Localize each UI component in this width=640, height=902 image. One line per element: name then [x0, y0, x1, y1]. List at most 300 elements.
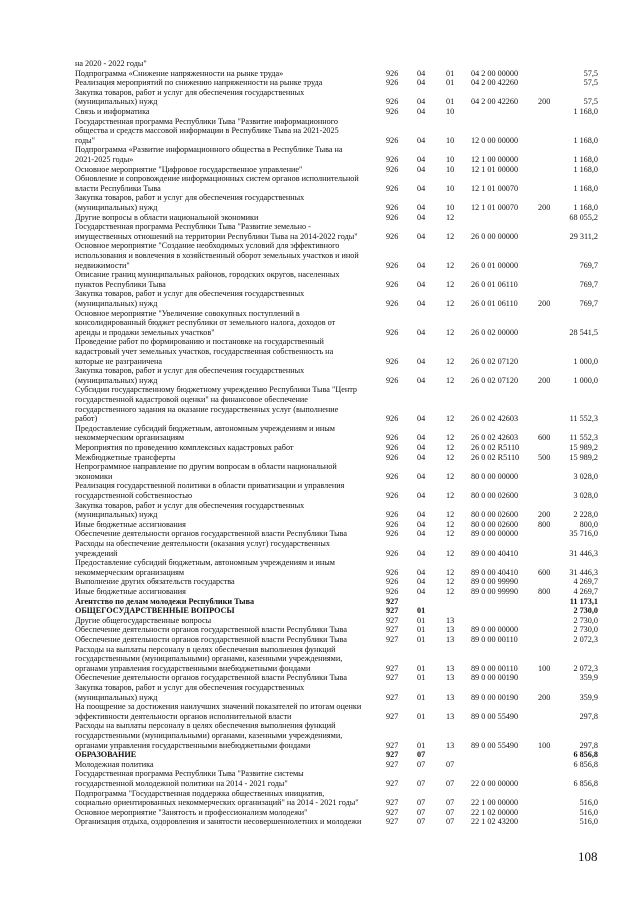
- subsection-code: 12: [446, 510, 455, 520]
- amount: 769,7: [579, 298, 598, 308]
- subsection-code: 13: [446, 692, 455, 702]
- amount: 297,8: [579, 740, 598, 750]
- description-line: недвижимости": [75, 260, 130, 270]
- description-line: Предоставление субсидий бюджетным, автономным учреждениям и иным: [75, 423, 335, 433]
- row-description: [75, 606, 377, 616]
- ministry-code: 926: [386, 529, 399, 539]
- subsection-code: 12: [446, 529, 455, 539]
- description-line: Обеспечение деятельности органов государственной власти Республики Тыва: [75, 635, 348, 644]
- amount: 2 072,3: [573, 663, 598, 673]
- ministry-code: 927: [386, 663, 399, 673]
- description-line: Подпрограмма «Снижение напряженности на рынке труда»: [75, 68, 284, 78]
- ministry-code: 926: [386, 68, 399, 78]
- table-row: [0, 597, 640, 607]
- ministry-code: 926: [386, 519, 399, 529]
- amount: 1 000,0: [573, 356, 598, 366]
- ministry-code: 926: [386, 202, 399, 212]
- row-description: [75, 222, 377, 241]
- table-row: [0, 443, 640, 453]
- target-article-code: 26 0 02 42603: [471, 414, 519, 424]
- target-article-code: 89 0 00 00110: [471, 663, 518, 673]
- target-article-code: 26 0 01 00000: [471, 260, 519, 270]
- row-description: [75, 78, 377, 88]
- section-code: 04: [417, 97, 426, 107]
- table-row: [0, 539, 640, 558]
- description-line: государственными (муниципальными) органами, казенными учреждениями,: [75, 654, 343, 664]
- description-line: Реализация мероприятий по снижению напряженности на рынке труда: [75, 78, 323, 88]
- description-line: Молодежная политика: [75, 759, 154, 769]
- description-line: Непрограммное направление по другим вопросам в области национальной: [75, 462, 337, 472]
- target-article-code: 12 1 01 00070: [471, 202, 519, 212]
- row-description: [75, 462, 377, 481]
- expense-type-code: 600: [538, 433, 551, 443]
- amount: 4 269,7: [573, 587, 598, 596]
- description-line: (муниципальных) нужд: [75, 692, 158, 702]
- section-code: 04: [417, 68, 426, 78]
- amount: 2 730,0: [573, 625, 598, 635]
- description-line: Основное мероприятие "Занятость и профессионализм молодежи": [75, 807, 308, 817]
- subsection-code: 12: [446, 231, 455, 241]
- target-article-code: 89 0 00 40410: [471, 548, 519, 558]
- section-code: 04: [417, 78, 426, 88]
- ministry-code: 926: [386, 375, 399, 385]
- description-line: социально ориентированных некоммерческих организаций" на 2014 - 2021 годы": [75, 798, 359, 808]
- row-description: [75, 645, 377, 674]
- amount: 1 168,0: [573, 164, 598, 174]
- row-description: [75, 107, 377, 117]
- description-line: Подпрограмма «Развитие информационного общества в Республике Тыва на: [75, 145, 343, 155]
- ministry-code: 927: [386, 635, 399, 644]
- row-description: [75, 520, 377, 530]
- ministry-code: 926: [386, 567, 399, 577]
- ministry-code: 926: [386, 154, 399, 164]
- table-row: [0, 59, 640, 69]
- description-line: власти Республики Тыва: [75, 183, 161, 193]
- amount: 516,0: [579, 817, 598, 827]
- description-line: некоммерческим организациям: [75, 567, 185, 577]
- expense-type-code: 200: [538, 510, 551, 520]
- target-article-code: 12 0 00 00000: [471, 135, 519, 145]
- table-row: [0, 222, 640, 241]
- table-row: [0, 577, 640, 587]
- description-line: пунктов Республики Тыва: [75, 279, 166, 289]
- table-row: [0, 193, 640, 212]
- table-row: [0, 750, 640, 760]
- expense-type-code: 600: [538, 567, 551, 577]
- target-article-code: 89 0 00 55490: [471, 740, 519, 750]
- subsection-code: 12: [446, 443, 455, 452]
- table-row: [0, 645, 640, 674]
- row-description: [75, 769, 377, 788]
- ministry-code: 927: [386, 673, 399, 683]
- target-article-code: 04 2 00 42260: [471, 78, 519, 88]
- subsection-code: 12: [446, 490, 455, 500]
- ministry-code: 926: [386, 260, 399, 270]
- row-description: [75, 587, 377, 597]
- table-row: [0, 117, 640, 146]
- description-line: (муниципальных) нужд: [75, 202, 158, 212]
- subsection-code: 10: [446, 107, 455, 116]
- row-description: [75, 808, 377, 818]
- row-description: [75, 721, 377, 750]
- row-description: [75, 789, 377, 808]
- expense-type-code: 800: [538, 519, 551, 529]
- row-description: [75, 453, 377, 463]
- description-line: работ): [75, 414, 98, 424]
- ministry-code: 926: [386, 414, 399, 424]
- amount: 516,0: [579, 807, 598, 817]
- description-line: Обеспечение деятельности органов государственной власти Республики Тыва: [75, 529, 348, 539]
- amount: 297,8: [579, 711, 598, 721]
- amount: 35 716,0: [569, 529, 598, 539]
- target-article-code: 89 0 00 00190: [471, 673, 519, 683]
- description-line: Другие общегосударственные вопросы: [75, 615, 212, 625]
- description-line: Подпрограмма "Государственная поддержка общественных инициатив,: [75, 788, 325, 798]
- ministry-code: 926: [386, 356, 399, 366]
- row-description: [75, 241, 377, 270]
- table-row: [0, 721, 640, 750]
- subsection-code: 10: [446, 154, 455, 164]
- subsection-code: 13: [446, 663, 455, 673]
- amount: 57,5: [583, 68, 598, 78]
- amount: 31 446,3: [569, 567, 598, 577]
- subsection-code: 13: [446, 673, 455, 683]
- section-code: 04: [417, 135, 426, 145]
- target-article-code: 80 0 00 02600: [471, 519, 519, 529]
- description-line: консолидированный бюджет республики от земельного налога, доходов от: [75, 318, 336, 328]
- ministry-code: 927: [386, 750, 399, 760]
- subsection-code: 12: [446, 212, 455, 222]
- description-line: ОБЩЕГОСУДАРСТВЕННЫЕ ВОПРОСЫ: [75, 606, 235, 616]
- table-row: [0, 558, 640, 577]
- ministry-code: 927: [386, 596, 399, 606]
- description-line: общества и средств массовой информации в Республике Тыва на 2021-2025: [75, 126, 339, 136]
- amount: 3 028,0: [573, 490, 598, 500]
- subsection-code: 12: [446, 433, 455, 443]
- target-article-code: 22 1 02 00000: [471, 807, 519, 817]
- subsection-code: 12: [446, 356, 455, 366]
- table-row: [0, 481, 640, 500]
- description-line: государственной собственностью: [75, 490, 193, 500]
- subsection-code: 07: [446, 778, 455, 788]
- ministry-code: 926: [386, 490, 399, 500]
- subsection-code: 12: [446, 279, 455, 289]
- row-description: [75, 88, 377, 107]
- row-description: [75, 558, 377, 577]
- row-description: [75, 213, 377, 223]
- subsection-code: 12: [446, 298, 455, 308]
- expense-type-code: 200: [538, 298, 551, 308]
- target-article-code: 89 0 00 40410: [471, 567, 519, 577]
- expense-type-code: 100: [538, 740, 551, 750]
- section-code: 04: [417, 212, 426, 222]
- table-row: [0, 213, 640, 223]
- target-article-code: 26 0 02 07120: [471, 375, 519, 385]
- subsection-code: 10: [446, 183, 455, 193]
- subsection-code: 13: [446, 740, 455, 750]
- description-line: Закупка товаров, работ и услуг для обеспечения государственных: [75, 193, 305, 203]
- description-line: Межбюджетные трансферты: [75, 452, 176, 462]
- ministry-code: 927: [386, 692, 399, 702]
- subsection-code: 01: [446, 78, 455, 88]
- target-article-code: 26 0 00 00000: [471, 231, 519, 241]
- row-description: [75, 625, 377, 635]
- table-row: [0, 673, 640, 683]
- table-row: [0, 501, 640, 520]
- ministry-code: 926: [386, 510, 399, 520]
- section-code: 01: [417, 635, 426, 644]
- section-code: 04: [417, 452, 426, 462]
- section-code: 07: [417, 807, 426, 817]
- description-line: Государственная программа Республики Тыва "Развитие системы: [75, 769, 304, 779]
- row-description: [75, 529, 377, 539]
- description-line: годы": [75, 135, 96, 145]
- expense-type-code: 200: [538, 202, 551, 212]
- ministry-code: 926: [386, 471, 399, 481]
- description-line: Закупка товаров, работ и услуг для обеспечения государственных: [75, 87, 305, 97]
- section-code: 04: [417, 510, 426, 520]
- subsection-code: 12: [446, 471, 455, 481]
- section-code: 04: [417, 107, 426, 116]
- amount: 516,0: [579, 798, 598, 808]
- subsection-code: 13: [446, 625, 455, 635]
- description-line: государственной кадастровой оценки" на финансовое обеспечение: [75, 394, 308, 404]
- description-line: Государственная программа Республики Тыва "Развитие земельно -: [75, 222, 311, 232]
- expense-type-code: 200: [538, 97, 551, 107]
- target-article-code: 26 0 02 R5110: [471, 452, 520, 462]
- target-article-code: 04 2 00 42260: [471, 97, 519, 107]
- ministry-code: 926: [386, 231, 399, 241]
- description-line: Мероприятия по проведению комплексных кадастровых работ: [75, 443, 294, 452]
- description-line: органами управления государственными внебюджетными фондами: [75, 663, 311, 673]
- description-line: Закупка товаров, работ и услуг для обеспечения государственных: [75, 366, 305, 376]
- amount: 1 168,0: [573, 154, 598, 164]
- target-article-code: 89 0 00 99990: [471, 587, 519, 596]
- row-description: [75, 750, 377, 760]
- description-line: государственной молодежной политики на 2014 - 2021 годы": [75, 778, 288, 788]
- ministry-code: 927: [386, 625, 399, 635]
- subsection-code: 13: [446, 615, 455, 625]
- row-description: [75, 443, 377, 453]
- row-description: [75, 337, 377, 366]
- section-code: 04: [417, 154, 426, 164]
- row-description: [75, 59, 377, 69]
- ministry-code: 927: [386, 778, 399, 788]
- section-code: 07: [417, 778, 426, 788]
- target-article-code: 89 0 00 99990: [471, 577, 519, 587]
- amount: 15 989,2: [569, 452, 598, 462]
- ministry-code: 926: [386, 577, 399, 587]
- description-line: Реализация государственной политики в области приватизации и управления: [75, 481, 345, 491]
- target-article-code: 26 0 02 00000: [471, 327, 519, 337]
- description-line: На поощрение за достижения наилучших значений показателей по итогам оценки: [75, 702, 362, 712]
- section-code: 04: [417, 260, 426, 270]
- table-row: [0, 174, 640, 193]
- ministry-code: 926: [386, 279, 399, 289]
- subsection-code: 07: [446, 807, 455, 817]
- table-row: [0, 606, 640, 616]
- table-row: [0, 289, 640, 308]
- amount: 11 173,1: [569, 596, 598, 606]
- amount: 4 269,7: [573, 577, 598, 587]
- target-article-code: 80 0 00 02600: [471, 510, 519, 520]
- row-description: [75, 501, 377, 520]
- subsection-code: 12: [446, 567, 455, 577]
- description-line: некоммерческим организациям: [75, 433, 185, 443]
- table-row: [0, 520, 640, 530]
- subsection-code: 12: [446, 260, 455, 270]
- table-row: [0, 366, 640, 385]
- section-code: 04: [417, 164, 426, 174]
- amount: 769,7: [579, 260, 598, 270]
- target-article-code: 26 0 02 42603: [471, 433, 519, 443]
- subsection-code: 01: [446, 68, 455, 78]
- description-line: Расходы на обеспечение деятельности (оказания услуг) государственных: [75, 539, 330, 548]
- description-line: государственного задания на оказание государственных услуг (выполнение: [75, 404, 339, 414]
- table-row: [0, 337, 640, 366]
- subsection-code: 12: [446, 375, 455, 385]
- row-description: [75, 69, 377, 79]
- target-article-code: 89 0 00 00000: [471, 625, 519, 635]
- description-line: Выполнение других обязательств государства: [75, 577, 235, 587]
- table-row: [0, 789, 640, 808]
- description-line: на 2020 - 2022 годы": [75, 59, 147, 68]
- section-code: 01: [417, 615, 426, 625]
- description-line: (муниципальных) нужд: [75, 510, 158, 520]
- description-line: кадастровый учет земельных участков, государственная собственность на: [75, 346, 334, 356]
- description-line: Иные бюджетные ассигнования: [75, 587, 186, 596]
- target-article-code: 26 0 02 R5110: [471, 443, 520, 452]
- table-row: [0, 616, 640, 626]
- description-line: (муниципальных) нужд: [75, 298, 158, 308]
- amount: 359,9: [579, 673, 598, 683]
- target-article-code: 26 0 01 06110: [471, 298, 518, 308]
- ministry-code: 926: [386, 183, 399, 193]
- subsection-code: 12: [446, 577, 455, 587]
- row-description: [75, 145, 377, 164]
- description-line: государственными (муниципальными) органами, казенными учреждениями,: [75, 730, 343, 740]
- amount: 68 055,2: [569, 212, 598, 222]
- subsection-code: 10: [446, 202, 455, 212]
- section-code: 01: [417, 606, 426, 616]
- description-line: имущественных отношений на территории Республики Тыва на 2014-2022 годы": [75, 231, 358, 241]
- table-row: [0, 88, 640, 107]
- description-line: Закупка товаров, работ и услуг для обеспечения государственных: [75, 683, 305, 692]
- row-description: [75, 577, 377, 587]
- section-code: 04: [417, 231, 426, 241]
- table-row: [0, 635, 640, 645]
- subsection-code: 07: [446, 798, 455, 808]
- section-code: 04: [417, 183, 426, 193]
- table-row: [0, 769, 640, 788]
- target-article-code: 22 1 00 00000: [471, 798, 519, 808]
- table-row: [0, 529, 640, 539]
- row-description: [75, 635, 377, 645]
- section-code: 04: [417, 356, 426, 366]
- section-code: 04: [417, 471, 426, 481]
- section-code: 07: [417, 750, 426, 760]
- amount: 29 311,2: [569, 231, 598, 241]
- table-row: [0, 241, 640, 270]
- target-article-code: 12 1 00 00000: [471, 154, 519, 164]
- description-line: Обеспечение деятельности органов государственной власти Республики Тыва: [75, 625, 348, 635]
- target-article-code: 12 1 01 00000: [471, 164, 519, 174]
- description-line: Проведение работ по формированию и постановке на государственный: [75, 337, 324, 347]
- ministry-code: 926: [386, 298, 399, 308]
- amount: 2 228,0: [573, 510, 598, 520]
- expense-type-code: 200: [538, 692, 551, 702]
- row-description: [75, 817, 377, 827]
- description-line: Основное мероприятие "Увеличение совокупных поступлений в: [75, 308, 300, 318]
- row-description: [75, 616, 377, 626]
- section-code: 07: [417, 798, 426, 808]
- amount: 28 541,5: [569, 327, 598, 337]
- row-description: [75, 385, 377, 423]
- ministry-code: 927: [386, 817, 399, 827]
- description-line: Связь и информатика: [75, 107, 150, 116]
- section-code: 04: [417, 375, 426, 385]
- ministry-code: 927: [386, 798, 399, 808]
- ministry-code: 927: [386, 807, 399, 817]
- section-code: 01: [417, 663, 426, 673]
- subsection-code: 13: [446, 635, 455, 644]
- section-code: 04: [417, 202, 426, 212]
- row-description: [75, 270, 377, 289]
- description-line: Агентство по делам молодежи Республики Тыва: [75, 596, 255, 606]
- section-code: 04: [417, 548, 426, 558]
- description-line: аренды и продажи земельных участков": [75, 327, 215, 337]
- description-line: ОБРАЗОВАНИЕ: [75, 750, 137, 760]
- subsection-code: 12: [446, 414, 455, 424]
- row-description: [75, 673, 377, 683]
- row-description: [75, 424, 377, 443]
- amount: 15 989,2: [569, 443, 598, 452]
- subsection-code: 12: [446, 452, 455, 462]
- subsection-code: 12: [446, 548, 455, 558]
- table-row: [0, 760, 640, 770]
- amount: 6 856,8: [573, 778, 598, 788]
- table-row: [0, 453, 640, 463]
- target-article-code: 89 0 00 00000: [471, 529, 519, 539]
- description-line: Расходы на выплаты персоналу в целях обеспечения выполнения функций: [75, 721, 336, 731]
- ministry-code: 926: [386, 78, 399, 88]
- ministry-code: 926: [386, 107, 399, 116]
- section-code: 04: [417, 279, 426, 289]
- expense-type-code: 100: [538, 663, 551, 673]
- ministry-code: 926: [386, 212, 399, 222]
- description-line: Субсидии государственному бюджетному учреждению Республики Тыва "Центр: [75, 385, 357, 395]
- description-line: экономики: [75, 471, 113, 481]
- subsection-code: 10: [446, 164, 455, 174]
- description-line: Организация отдыха, оздоровления и занятости несовершеннолетних и молодежи: [75, 817, 362, 827]
- amount: 11 552,3: [569, 433, 598, 443]
- table-row: [0, 309, 640, 338]
- amount: 6 856,8: [573, 750, 598, 760]
- ministry-code: 926: [386, 587, 399, 596]
- table-row: [0, 165, 640, 175]
- section-code: 04: [417, 414, 426, 424]
- section-code: 04: [417, 577, 426, 587]
- target-article-code: 04 2 00 00000: [471, 68, 519, 78]
- table-row: [0, 817, 640, 827]
- ministry-code: 927: [386, 740, 399, 750]
- table-row: [0, 107, 640, 117]
- row-description: [75, 193, 377, 212]
- row-description: [75, 289, 377, 308]
- description-line: 2021-2025 годы»: [75, 154, 134, 164]
- amount: 1 168,0: [573, 202, 598, 212]
- amount: 6 856,8: [573, 759, 598, 769]
